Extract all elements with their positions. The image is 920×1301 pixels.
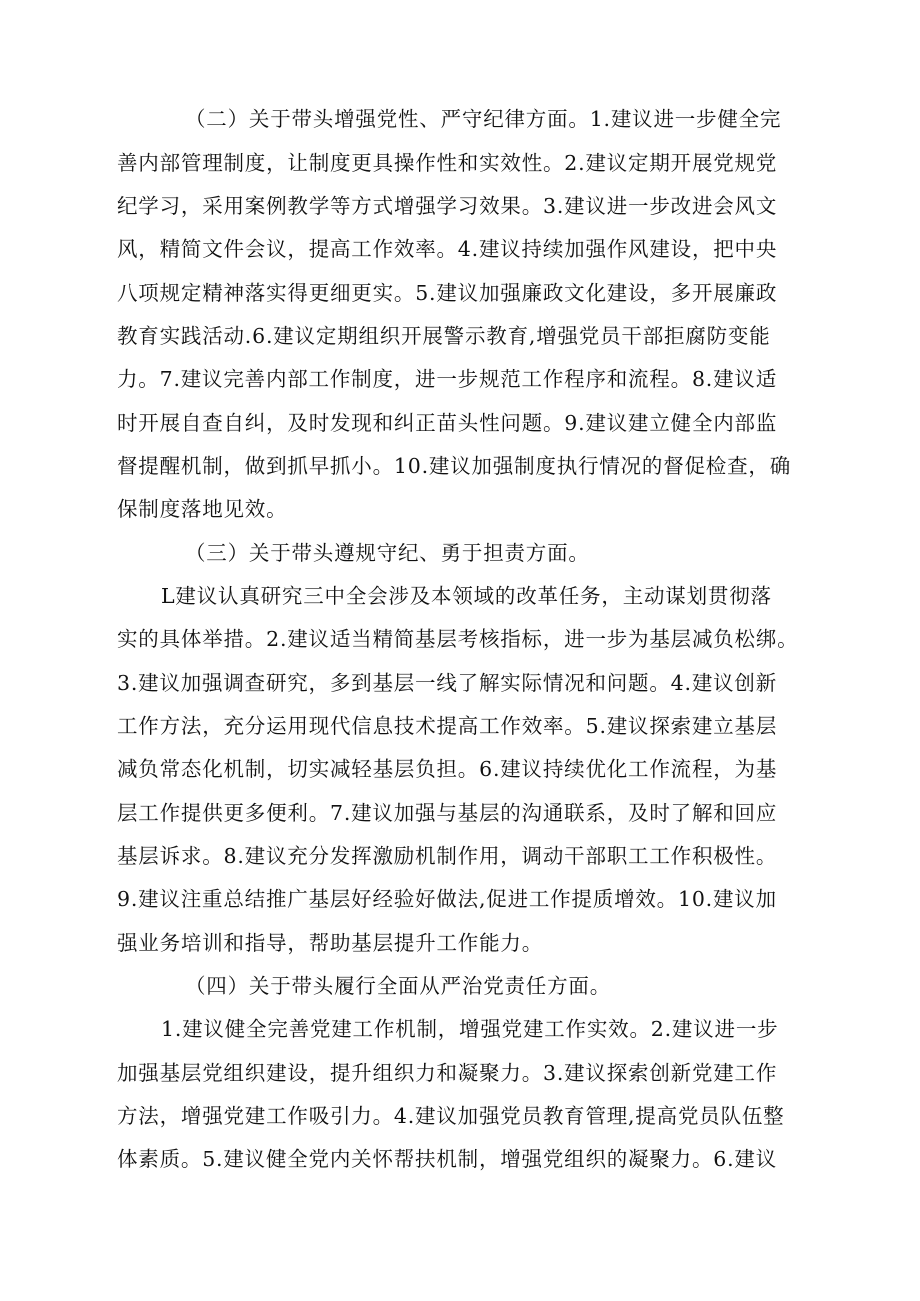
paragraph-line: 保制度落地见效。 xyxy=(117,497,288,521)
paragraph-line: 教育实践活动.6.建议定期组织开展警示教育,增强党员干部拒腐防变能 xyxy=(117,324,771,348)
section-three-heading: （三）关于带头遵规守纪、勇于担责方面。 xyxy=(185,541,590,565)
paragraph-line: 3.建议加强调查研究，多到基层一线了解实际情况和问题。4.建议创新 xyxy=(117,671,778,695)
paragraph-line: 督提醒机制，做到抓早抓小。10.建议加强制度执行情况的督促检查，确 xyxy=(117,454,791,478)
paragraph-line: 强业务培训和指导，帮助基层提升工作能力。 xyxy=(117,931,543,955)
paragraph-line: 力。7.建议完善内部工作制度，进一步规范工作程序和流程。8.建议适 xyxy=(117,367,778,391)
section-four-heading: （四）关于带头履行全面从严治党责任方面。 xyxy=(185,974,611,998)
section-two-heading-line: （二）关于带头增强党性、严守纪律方面。1.建议进一步健全完 xyxy=(185,107,782,131)
paragraph-line: 1.建议健全完善党建工作机制，增强党建工作实效。2.建议进一步 xyxy=(161,1017,779,1041)
paragraph-line: 八项规定精神落实得更细更实。5.建议加强廉政文化建设，多开展廉政 xyxy=(117,281,778,305)
paragraph-line: 方法，增强党建工作吸引力。4.建议加强党员教育管理,提高党员队伍整 xyxy=(117,1104,785,1128)
paragraph-line: 层工作提供更多便利。7.建议加强与基层的沟通联系，及时了解和回应 xyxy=(117,801,778,825)
paragraph-line: 纪学习，采用案例教学等方式增强学习效果。3.建议进一步改进会风文 xyxy=(117,194,778,218)
paragraph-line: 体素质。5.建议健全党内关怀帮扶机制，增强党组织的凝聚力。6.建议 xyxy=(117,1147,778,1171)
paragraph-line: 工作方法，充分运用现代信息技术提高工作效率。5.建议探索建立基层 xyxy=(117,714,778,738)
paragraph-line: 减负常态化机制，切实减轻基层负担。6.建议持续优化工作流程，为基 xyxy=(117,757,778,781)
paragraph-line: 9.建议注重总结推广基层好经验好做法,促进工作提质增效。10.建议加 xyxy=(117,887,777,911)
paragraph-line: 基层诉求。8.建议充分发挥激励机制作用，调动干部职工工作积极性。 xyxy=(117,844,778,868)
paragraph-line: L建议认真研究三中全会涉及本领域的改革任务，主动谋划贯彻落 xyxy=(161,584,772,608)
paragraph-line: 实的具体举措。2.建议适当精简基层考核指标，进一步为基层减负松绑。 xyxy=(117,627,799,651)
paragraph-line: 风，精简文件会议，提高工作效率。4.建议持续加强作风建设，把中央 xyxy=(117,237,778,261)
paragraph-line: 加强基层党组织建设，提升组织力和凝聚力。3.建议探索创新党建工作 xyxy=(117,1061,778,1085)
paragraph-line: 时开展自查自纠，及时发现和纠正苗头性问题。9.建议建立健全内部监 xyxy=(117,411,778,435)
paragraph-line: 善内部管理制度，让制度更具操作性和实效性。2.建议定期开展党规党 xyxy=(117,151,778,175)
